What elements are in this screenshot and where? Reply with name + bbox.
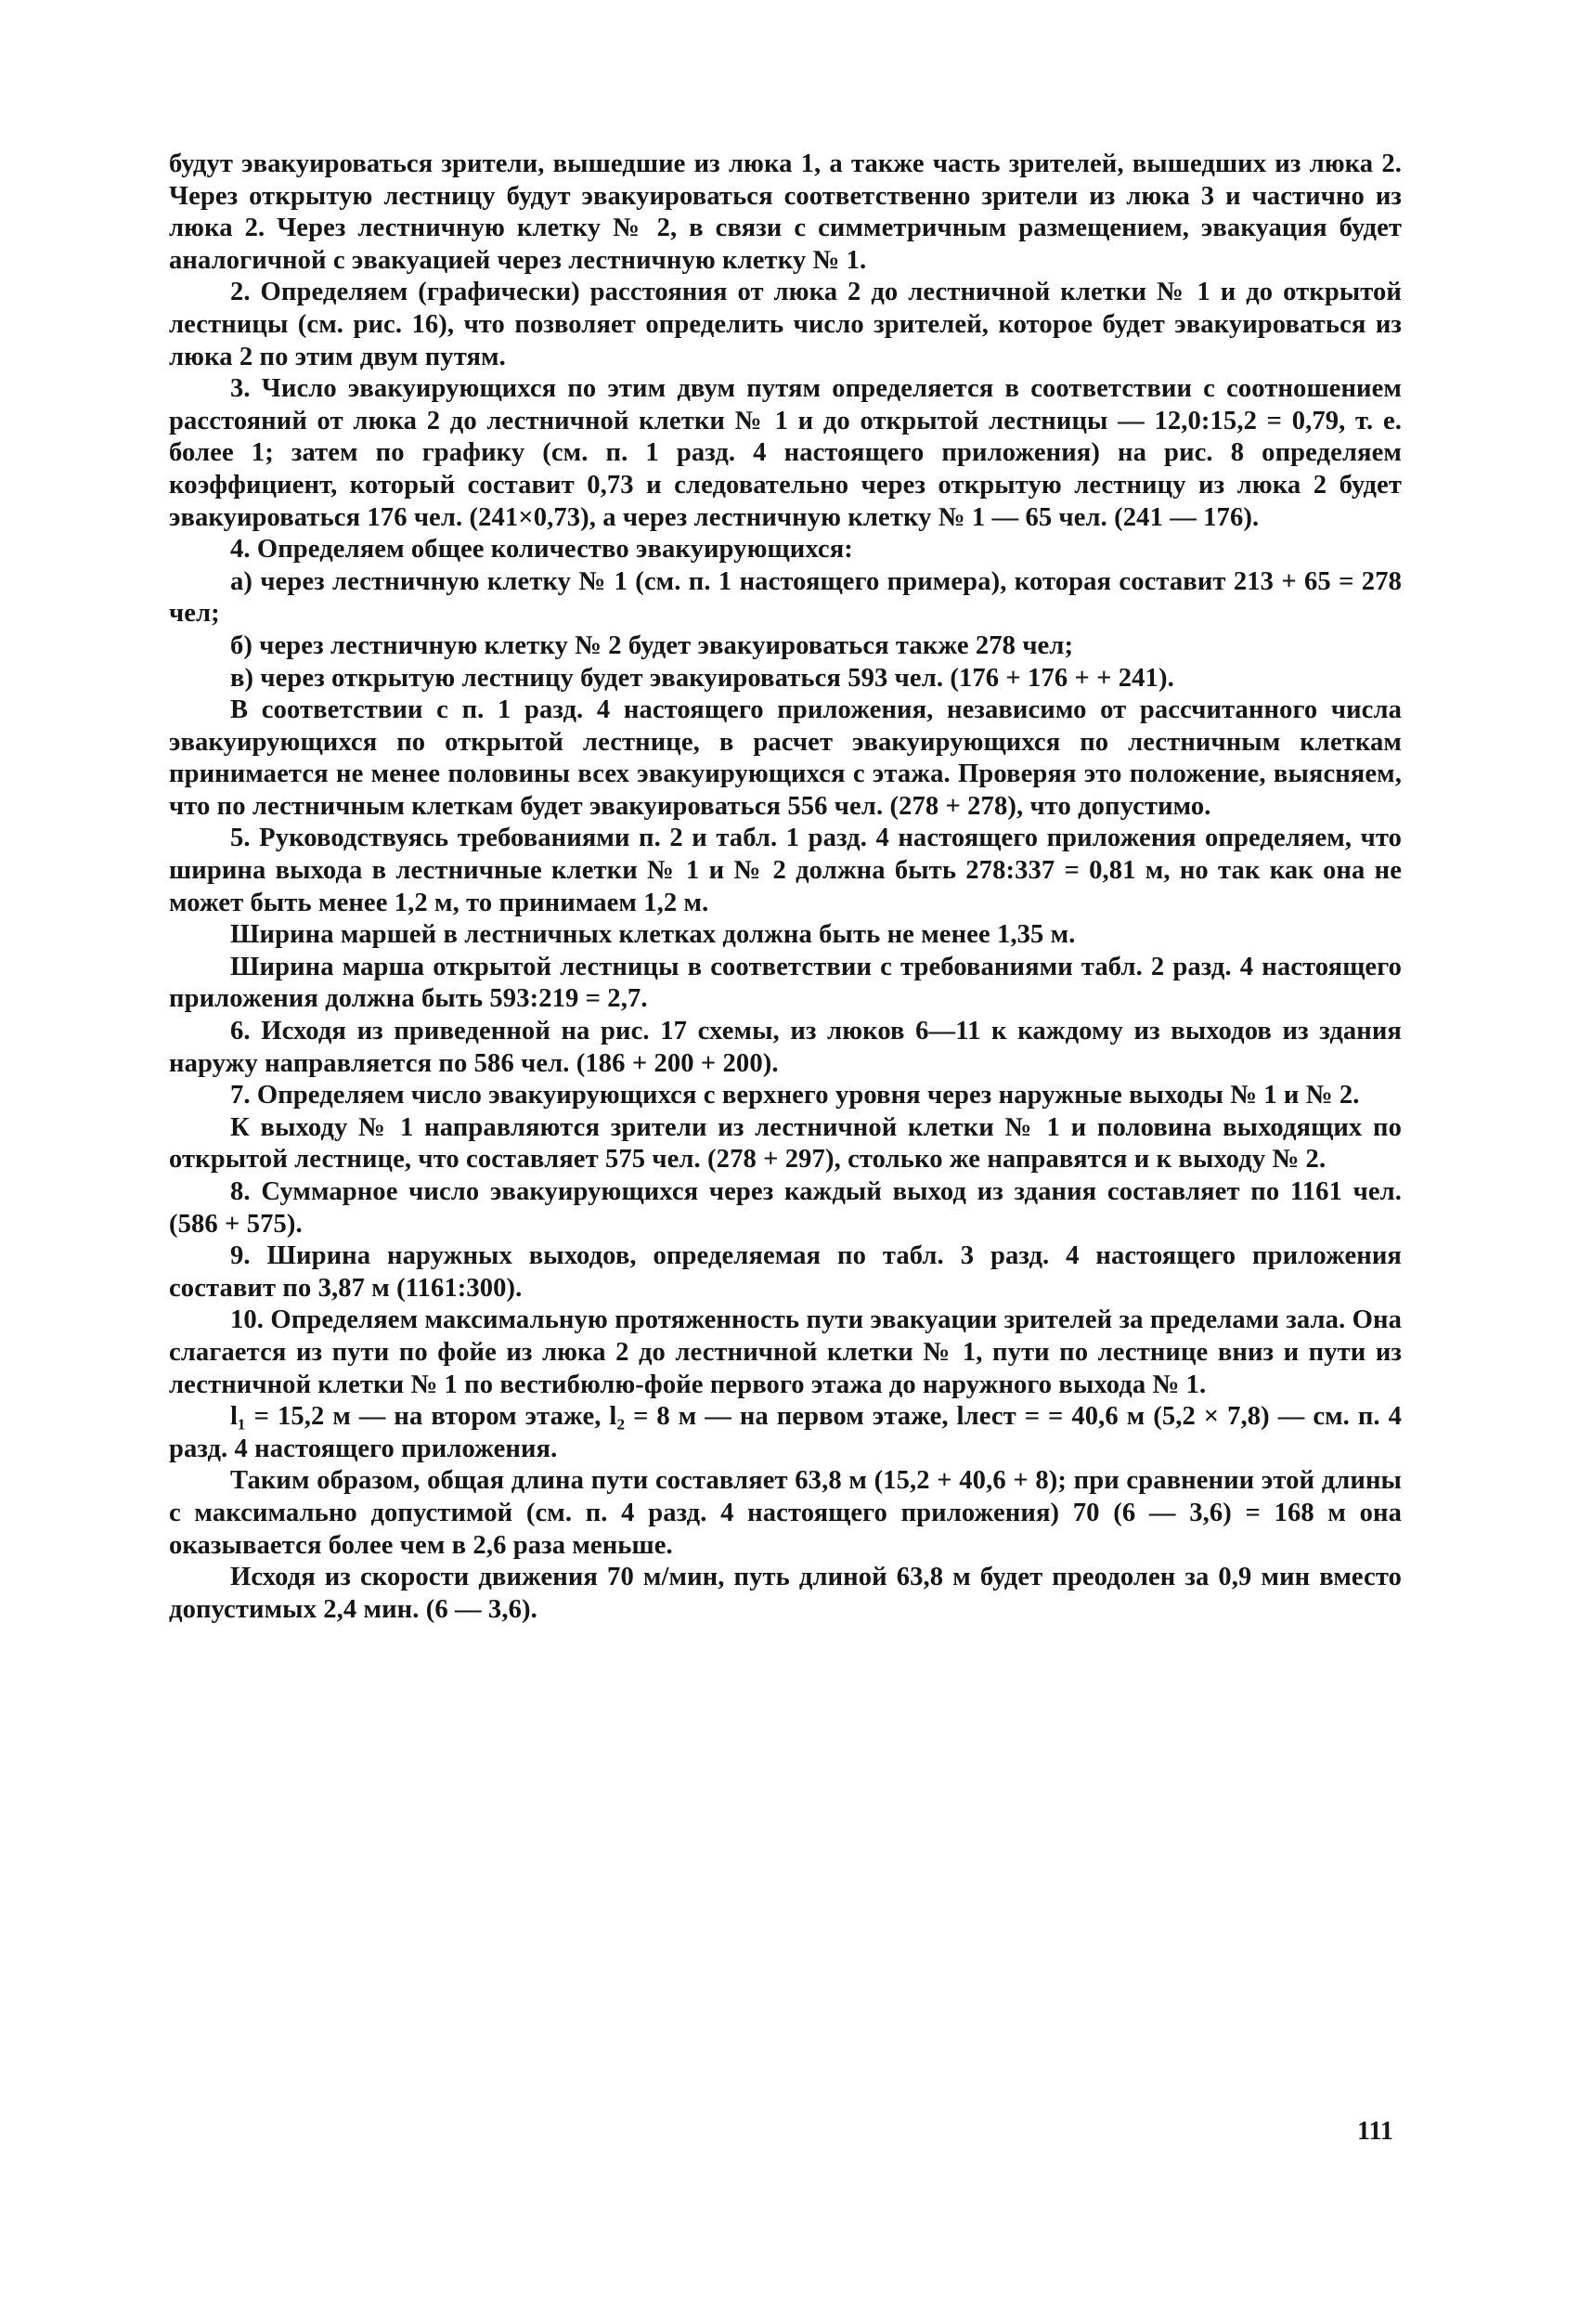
document-body	[169, 149, 1402, 1626]
paragraph-item-10: 10. Определяем максимальную протяженность пути эвакуации зрителей за пределами зала. Она слагается из пути по фойе из люка 2 до лестничной клетки № 1, пути по лестнице вниз и пути из лестничной клетки № 1 по вестибюлю-фойе первого этажа до наружного выхода № 1.	[169, 1305, 1402, 1399]
paragraph-item-9: 9. Ширина наружных выходов, определяемая по табл. 3 разд. 4 настоящего приложения составит по 3,87 м (1161:300).	[169, 1241, 1402, 1303]
paragraph-total-length: Таким образом, общая длина пути составляет 63,8 м (15,2 + 40,6 + 8); при сравнении этой длины с максимально допустимой (см. п. 4 разд. 4 настоящего приложения) 70 (6 — 3,6) = 168 м она оказывается более чем в 2,6 раза меньше.	[169, 1466, 1402, 1560]
paragraph-item-4: 4. Определяем общее количество эвакуирующихся:	[230, 535, 853, 565]
paragraph-item-8: 8. Суммарное число эвакуирующихся через каждый выход из здания составляет по 1161 чел. (586 + 575).	[169, 1177, 1402, 1239]
paragraph-item-5: 5. Руководствуясь требованиями п. 2 и табл. 1 разд. 4 настоящего приложения определяем, что ширина выхода в лестничные клетки № 1 и № 2 должна быть 278:337 = 0,81 м, но так как она не может быть менее 1,2 м, то принимаем 1,2 м.	[169, 824, 1402, 917]
paragraph-subitem-b: б) через лестничную клетку № 2 будет эвакуироваться также 278 чел;	[230, 630, 1074, 660]
paragraph-subitem-v: в) через открытую лестницу будет эвакуироваться 593 чел. (176 + 176 + + 241).	[230, 663, 1174, 693]
paragraph-lengths: l₁ = 15,2 м — на втором этаже, l₂ = 8 м — на первом этаже, lлест = = 40,6 м (5,2 × 7,8) — см. п. 4 разд. 4 настоящего приложения.	[169, 1402, 1402, 1463]
paragraph-regulation-note: В соответствии с п. 1 разд. 4 настоящего приложения, независимо от рассчитанного числа эвакуирующихся по открытой лестнице, в расчет эвакуирующихся по лестничным клеткам принимается не менее половины всех эвакуирующихся с этажа. Проверяя это положение, выясняем, что по лестничным клеткам будет эвакуироваться 556 чел. (278 + 278), что допустимо.	[169, 695, 1402, 821]
paragraph-march-width: Ширина маршей в лестничных клетках должна быть не менее 1,35 м.	[230, 920, 1076, 950]
page-number: 111	[1357, 2117, 1393, 2146]
paragraph-open-stair-width: Ширина марша открытой лестницы в соответствии с требованиями табл. 2 разд. 4 настоящего приложения должна быть 593:219 = 2,7.	[169, 952, 1402, 1014]
paragraph-item-7: 7. Определяем число эвакуирующихся с верхнего уровня через наружные выходы № 1 и № 2.	[230, 1081, 1360, 1110]
paragraph-continuation: будут эвакуироваться зрители, вышедшие из люка 1, а также часть зрителей, вышедших из люка 2. Через открытую лестницу будут эвакуироваться соответственно зрители из люка 3 и частично из люка 2. Через лестничную клетку № 2, в связи с симметричным размещением, эвакуация будет аналогичной с эвакуацией через лестничную клетку № 1.	[169, 149, 1402, 275]
paragraph-item-2: 2. Определяем (графически) расстояния от люка 2 до лестничной клетки № 1 и до открытой лестницы (см. рис. 16), что позволяет определить число зрителей, которое будет эвакуироваться из люка 2 по этим двум путям.	[169, 278, 1402, 371]
paragraph-exit-1: К выходу № 1 направляются зрители из лестничной клетки № 1 и половина выходящих по открытой лестнице, что составляет 575 чел. (278 + 297), столько же направятся и к выходу № 2.	[169, 1112, 1402, 1175]
paragraph-subitem-a: а) через лестничную клетку № 1 (см. п. 1 настоящего примера), которая составит 213 + 65 = 278 чел;	[169, 566, 1402, 629]
paragraph-item-6: 6. Исходя из приведенной на рис. 17 схемы, из люков 6—11 к каждому из выходов из здания наружу направляется по 586 чел. (186 + 200 + 200).	[169, 1017, 1402, 1078]
paragraph-item-3: 3. Число эвакуирующихся по этим двум путям определяется в соответствии с соотношением расстояний от люка 2 до лестничной клетки № 1 и до открытой лестницы — 12,0:15,2 = 0,79, т. е. более 1; затем по графику (см. п. 1 разд. 4 настоящего приложения) на рис. 8 определяем коэффициент, который составит 0,73 и следовательно через открытую лестницу из люка 2 будет эвакуироваться 176 чел. (241×0,73), а через лестничную клетку № 1 — 65 чел. (241 — 176).	[169, 374, 1402, 532]
paragraph-speed: Исходя из скорости движения 70 м/мин, путь длиной 63,8 м будет преодолен за 0,9 мин вместо допустимых 2,4 мин. (6 — 3,6).	[169, 1563, 1402, 1624]
